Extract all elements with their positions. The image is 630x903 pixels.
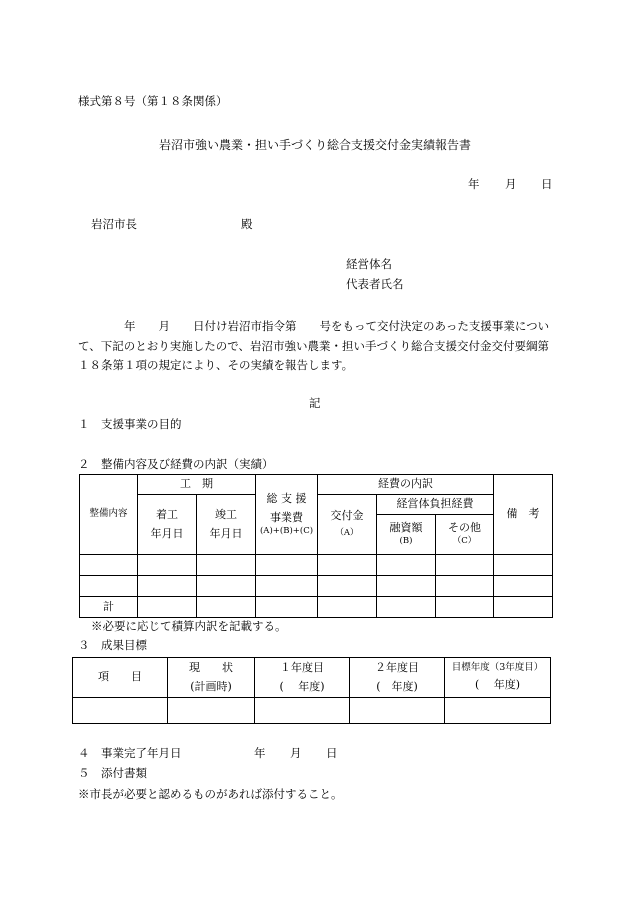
- completion-year-label: 年: [254, 746, 266, 760]
- table-cell[interactable]: [318, 555, 377, 576]
- table-cell[interactable]: [494, 576, 553, 597]
- ki-heading: 記: [309, 396, 321, 410]
- col-year2-header: ２年度目 ( 年度): [350, 658, 445, 698]
- date-year-label: 年: [468, 177, 480, 191]
- table-cell[interactable]: [436, 597, 494, 618]
- completion-month-label: 月: [290, 746, 302, 760]
- table-cell[interactable]: [73, 698, 168, 724]
- total-row: [80, 597, 553, 618]
- table-cell[interactable]: [445, 698, 551, 724]
- section-5-heading: ５ 添付書類: [78, 766, 147, 780]
- expense-table: [79, 474, 553, 618]
- table-cell[interactable]: [197, 576, 256, 597]
- body-paragraph: 年 月 日付け岩沼市指令第 号をもって交付決定のあった支援事業について、下記のとおり実施したので、岩沼市強い農業・担い手づくり総合支援交付金交付要綱第１８条第１項の規定により、その実績を報告します。: [78, 319, 550, 372]
- table-cell[interactable]: [197, 597, 256, 618]
- note-attachments: ※市長が必要と認めるものがあれば添付すること。: [78, 787, 343, 801]
- table-row: [80, 555, 553, 576]
- applicant-rep-label: 代表者氏名: [346, 277, 404, 291]
- table-cell[interactable]: [377, 555, 436, 576]
- col-current-header: 現 状 (計画時): [168, 658, 255, 698]
- col-remarks-header: 備 考: [494, 475, 553, 555]
- target-table: [72, 657, 551, 724]
- table-cell[interactable]: [80, 555, 138, 576]
- col-other-header: その他 （C）: [436, 515, 494, 555]
- note-breakdown: ※必要に応じて積算内訳を記載する。: [91, 619, 287, 633]
- table-cell[interactable]: [256, 576, 318, 597]
- table-cell[interactable]: [138, 576, 197, 597]
- table-cell[interactable]: [436, 555, 494, 576]
- table-cell[interactable]: [318, 576, 377, 597]
- table-cell[interactable]: [350, 698, 445, 724]
- table-cell[interactable]: [138, 597, 197, 618]
- table-cell[interactable]: [494, 555, 553, 576]
- col-grant-header: 交付金 （A）: [318, 495, 377, 555]
- col-target-header: 目標年度（3年度目） ( 年度): [445, 658, 551, 698]
- table-cell[interactable]: [197, 555, 256, 576]
- col-burden-header: 経営体負担経費: [377, 495, 494, 515]
- table-cell[interactable]: [255, 698, 350, 724]
- table-cell[interactable]: [256, 597, 318, 618]
- table-cell[interactable]: [377, 597, 436, 618]
- section-1-heading: １ 支援事業の目的: [78, 417, 182, 431]
- document-title: 岩沼市強い農業・担い手づくり総合支援交付金実績報告書: [158, 138, 471, 152]
- section-4-heading: ４ 事業完了年月日: [78, 746, 182, 760]
- table-cell[interactable]: [256, 555, 318, 576]
- section-2-heading: ２ 整備内容及び経費の内訳（実績）: [78, 457, 274, 471]
- table-row: [73, 698, 551, 724]
- table-cell[interactable]: [494, 597, 553, 618]
- table-cell[interactable]: [138, 555, 197, 576]
- col-year1-header: １年度目 ( 年度): [255, 658, 350, 698]
- table-cell[interactable]: [168, 698, 255, 724]
- col-total-header: 総 支 援 事業費 (A)+(B)+(C): [256, 475, 318, 555]
- col-content-header: 整備内容: [80, 475, 138, 555]
- section-3-heading: ３ 成果目標: [78, 638, 147, 652]
- completion-day-label: 日: [326, 746, 338, 760]
- table-row: [80, 576, 553, 597]
- addressee-honorific: 殿: [241, 217, 253, 231]
- date-day-label: 日: [541, 177, 553, 191]
- col-item-header: 項 目: [73, 658, 168, 698]
- table-cell[interactable]: [80, 576, 138, 597]
- addressee-name: 岩沼市長: [91, 217, 137, 231]
- col-period-header: 工 期: [138, 475, 256, 495]
- table-cell[interactable]: [377, 576, 436, 597]
- total-label: 計: [80, 597, 138, 618]
- col-end-header: 竣工 年月日: [197, 495, 256, 555]
- col-loan-header: 融資額 (B): [377, 515, 436, 555]
- col-breakdown-header: 経費の内訳: [318, 475, 494, 495]
- col-start-header: 着工 年月日: [138, 495, 197, 555]
- table-cell[interactable]: [436, 576, 494, 597]
- date-month-label: 月: [505, 177, 517, 191]
- applicant-entity-label: 経営体名: [346, 257, 392, 271]
- table-cell[interactable]: [318, 597, 377, 618]
- form-number: 様式第８号（第１８条関係）: [78, 94, 228, 108]
